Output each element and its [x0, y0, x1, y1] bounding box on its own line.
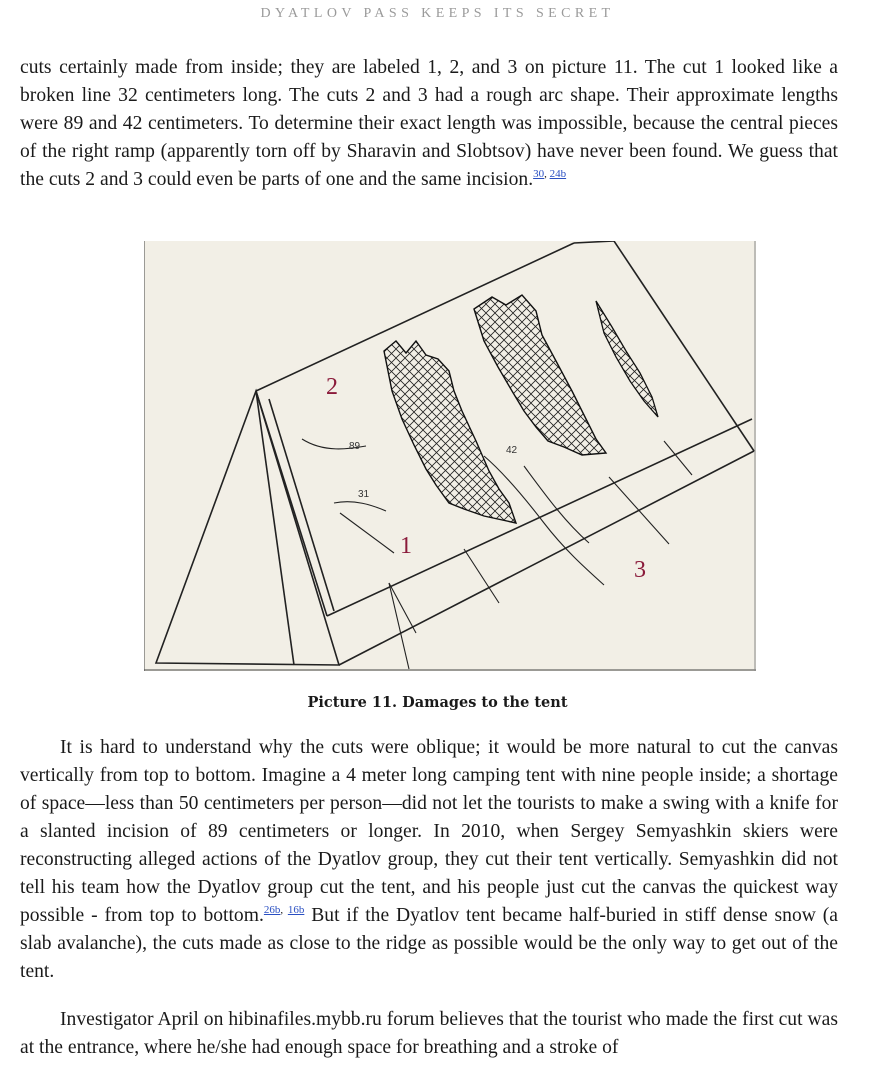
footnote-link-24b[interactable]: 24b	[549, 168, 567, 180]
footnote-link-30[interactable]: 30	[533, 168, 545, 180]
paragraph-1	[20, 54, 838, 194]
footnote-refs-2	[264, 904, 304, 916]
footnote-link-16b[interactable]: 16b	[287, 904, 305, 916]
tent-damage-figure	[144, 241, 756, 671]
paragraph-2-text: It is hard to understand why the cuts were oblique; it would be more natural to cut the canvas vertically from top to bottom. Imagine a 4 meter long camping tent with nine people inside; a shortage of space—less than 50 centimeters per person—did not let the tourists to make a swing with a knife for a slanted incision of 89 centimeters or longer. In 2010, when Sergey Semyashkin skiers were reconstructing alleged actions of the Dyatlov group, they cut their tent vertically. Semyashkin did not tell his team how the Dyatlov group cut the tent, and his people just cut the canvas the quickest way possible - from top to bottom.	[20, 737, 838, 926]
footnote-refs-1	[533, 168, 566, 180]
running-header: DYATLOV PASS KEEPS ITS SECRET	[260, 6, 615, 21]
footnote-separator: ,	[280, 904, 288, 916]
figure-caption: Picture 11. Damages to the tent	[307, 694, 568, 711]
label-cut-2: 2	[326, 374, 338, 400]
label-cut-3: 3	[634, 557, 646, 583]
paragraph-2-text-continued: But if the Dyatlov tent became half-buried in stiff dense snow (a slab avalanche), the cuts made as close to the ridge as possible would be the only way to get out of the tent.	[20, 905, 838, 982]
footnote-link-26b[interactable]: 26b	[263, 904, 281, 916]
length-89: 89	[349, 441, 361, 452]
paragraph-3-text: Investigator April on hibinafiles.mybb.ru forum believes that the tourist who made the first cut was at the entrance, where he/she had enough space for breathing and a stroke of	[20, 1009, 838, 1058]
length-31: 31	[358, 489, 370, 500]
tent-drawing	[144, 241, 756, 671]
paragraph-2	[20, 734, 838, 986]
label-cut-1: 1	[400, 533, 412, 559]
length-42: 42	[506, 445, 518, 456]
paragraph-3	[20, 1006, 838, 1062]
paragraph-1-text: cuts certainly made from inside; they are labeled 1, 2, and 3 on picture 11. The cut 1 looked like a broken line 32 centimeters long. The cuts 2 and 3 had a rough arc shape. Their approximate lengths were 89 and 42 centimeters. To determine their exact length was impossible, because the central pieces of the right ramp (apparently torn off by Sharavin and Slobtsov) have never been found. We guess that the cuts 2 and 3 could even be parts of one and the same incision.	[20, 57, 838, 190]
footnote-separator: ,	[544, 168, 550, 180]
